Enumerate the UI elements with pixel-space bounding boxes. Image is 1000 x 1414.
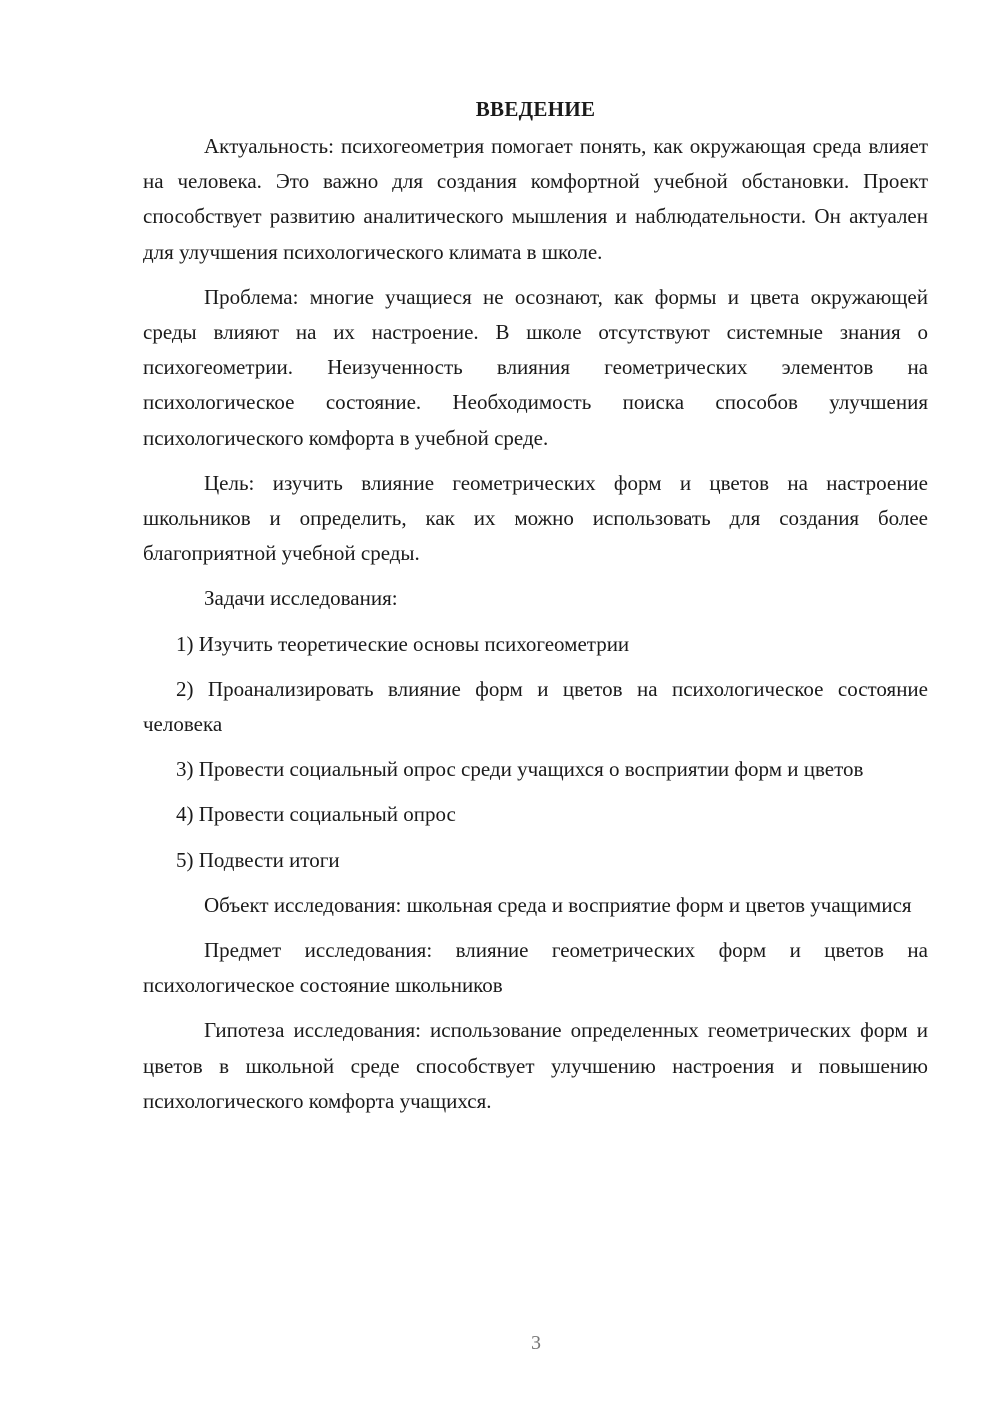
paragraph-goal: Цель: изучить влияние геометрических форм и цветов на настроение школьников и определить, как их можно использовать для создания более благоприятной учебной среды. (143, 470, 928, 566)
paragraph-problem: Проблема: многие учащиеся не осознают, как формы и цвета окружающей среды влияют на их настроение. В школе отсутствуют системные знания о психогеометрии. Неизученность влияния геометрических элементов на психологическое состояние. Необходимость поиска способов улучшения психологического комфорта в учебной среде. (143, 284, 928, 450)
paragraph-hypothesis: Гипотеза исследования: использование определенных геометрических форм и цветов в школьной среде способствует улучшению настроения и повышению психологического комфорта учащихся. (143, 1018, 928, 1113)
paragraph-relevance: Актуальность: психогеометрия помогает понять, как окружающая среда влияет на человека. Это важно для создания комфортной учебной обстановки. Проект способствует развитию аналитического мышления и наблюдательности. Он актуален для улучшения психологического климата в школе. (143, 134, 928, 264)
paragraph-subject: Предмет исследования: влияние геометрических форм и цветов на психологическое состояние школьников (143, 938, 928, 998)
page-body (143, 92, 928, 1119)
task-item: 3) Провести социальный опрос среди учащихся о восприятии форм и цветов (176, 757, 864, 782)
task-item: 1) Изучить теоретические основы психогеометрии (176, 631, 630, 656)
tasks-heading: Задачи исследования: (204, 586, 398, 611)
task-item: 5) Подвести итоги (176, 847, 340, 872)
paragraph-object: Объект исследования: школьная среда и восприятие форм и цветов учащимися (204, 892, 912, 917)
page-number: 3 (531, 1332, 541, 1354)
task-item: 4) Провести социальный опрос (176, 802, 456, 827)
task-item: 2) Проанализировать влияние форм и цветов на психологическое состояние человека (143, 676, 928, 737)
section-title: ВВЕДЕНИЕ (475, 97, 596, 121)
